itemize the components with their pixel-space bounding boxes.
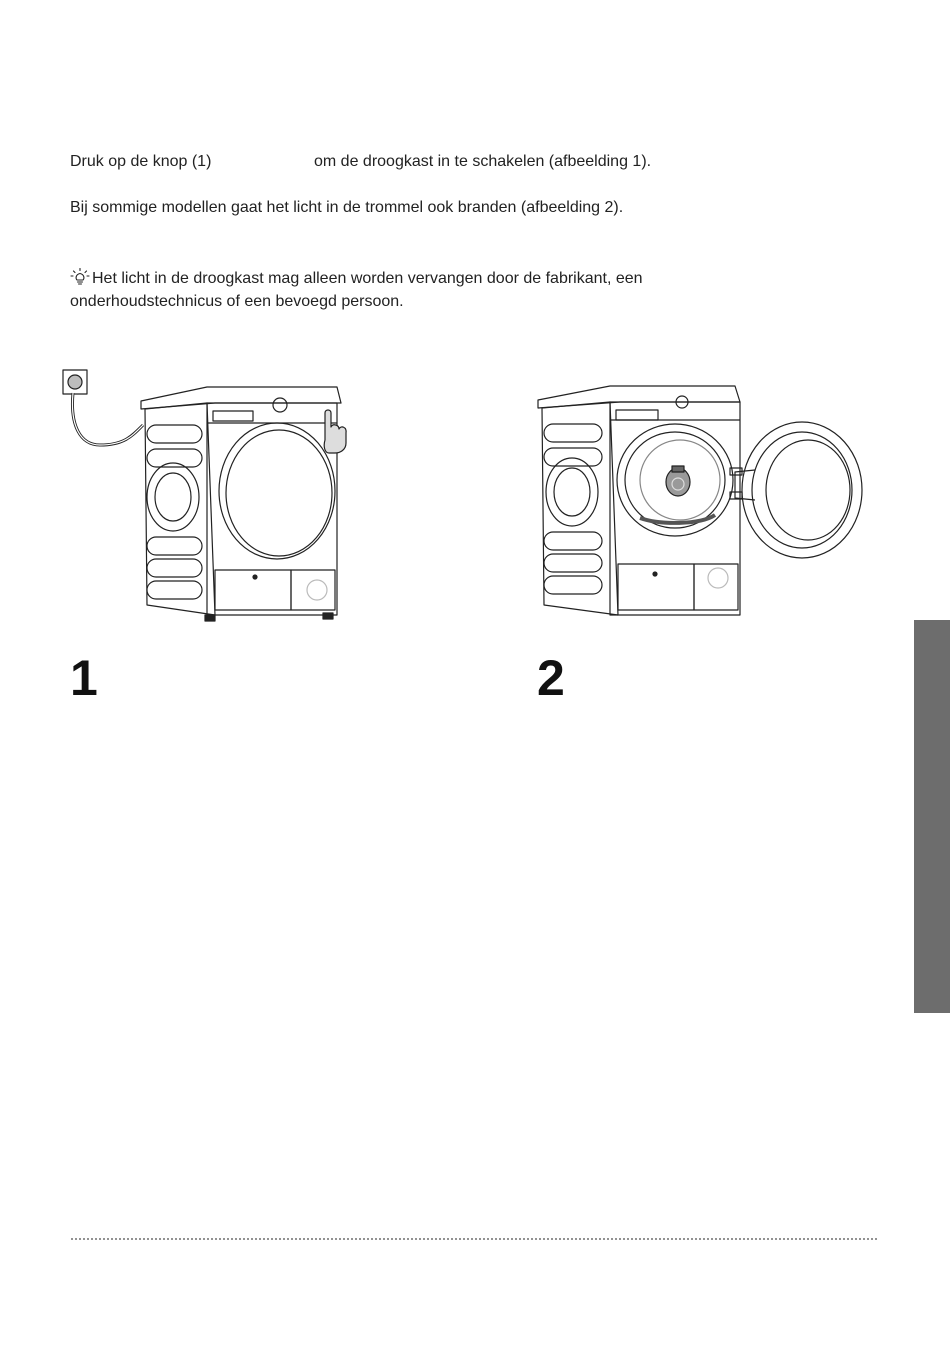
pointing-finger-icon bbox=[324, 410, 346, 453]
side-tab bbox=[914, 620, 950, 1013]
dotted-divider bbox=[70, 1238, 878, 1240]
figure-number-2: 2 bbox=[537, 650, 565, 706]
power-cable bbox=[72, 393, 143, 445]
dryer-drum-light-illustration bbox=[530, 380, 870, 620]
tip-text: Het licht in de droogkast mag alleen worden vervangen door de fabrikant, een onderhoudstechnicus of een bevoegd persoon. bbox=[70, 270, 643, 310]
tip-note bbox=[70, 267, 770, 313]
lightbulb-icon bbox=[70, 268, 90, 286]
drum-light-icon bbox=[666, 466, 690, 496]
instruction-line-2: Bij sommige modellen gaat het licht in de trommel ook branden (afbeelding 2). bbox=[70, 199, 624, 216]
dryer-power-on-illustration bbox=[55, 365, 355, 630]
instruction-line-1-end: om de droogkast in te schakelen (afbeelding 1). bbox=[314, 153, 652, 170]
instruction-line-1-start: Druk op de knop (1) bbox=[70, 153, 212, 170]
figure-number-1: 1 bbox=[70, 650, 98, 706]
